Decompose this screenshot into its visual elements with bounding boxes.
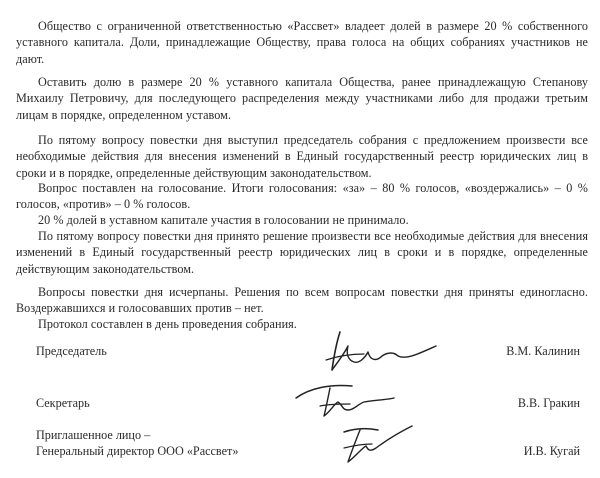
paragraph-decision: По пятому вопросу повестки дня принято решение произвести все необходимые действия для внесения изменений в Единый государственный реестр юридических лиц в сроки и в порядке, определенные действующим законодательством. [16,229,588,276]
paragraph-leave-share: Оставить долю в размере 20 % уставного капитала Общества, ранее принадлежащую Степанову Михаилу Петровичу, для последующего распределения между участниками либо для продажи третьим лицам в порядке, определенном уставом. [16,75,588,122]
signature-row-invited [36,427,580,463]
invited-handwritten-signature [330,418,420,468]
paragraph-shares: Общество с ограниченной ответственностью «Рассвет» владеет долей в размере 20 % собственного уставного капитала. Доли, принадлежащие Обществу, права голоса на общих собраниях участников не дают. [16,19,588,66]
paragraph-not-voting: 20 % долей в уставном капитале участия в голосовании не принимало. [38,213,409,228]
signature-role-secretary: Секретарь [36,396,90,410]
signature-role-invited-line1: Приглашенное лицо – [36,428,151,442]
paragraph-vote-results: Вопрос поставлен на голосование. Итоги голосования: «за» – 80 % голосов, «воздержались» – 0 % голосов, «против» – 0 % голосов. [16,181,588,212]
signature-row-chairman [36,343,580,363]
chairman-handwritten-signature [318,326,448,378]
signature-name-secretary: В.В. Гракин [517,396,580,410]
signature-role-chairman: Председатель [36,344,107,358]
paragraph-agenda-done: Вопросы повестки дня исчерпаны. Решения по всем вопросам повестки дня приняты единогласно. Воздержавшихся и голосовавших против – нет. [16,285,588,316]
paragraph-fifth-question: По пятому вопросу повестки дня выступил председатель собрания с предложением произвести все необходимые действия для внесения изменений в Единый государственный реестр юридических лиц в сроки и в порядке, определенные действующим законодательством. [16,133,588,180]
secretary-handwritten-signature [290,378,400,422]
signature-name-invited: И.В. Кугай [523,444,580,458]
paragraph-compiled: Протокол составлен в день проведения собрания. [38,317,297,332]
signature-role-invited-line2: Генеральный директор ООО «Рассвет» [36,444,239,458]
signature-name-chairman: В.М. Калинин [506,344,580,358]
